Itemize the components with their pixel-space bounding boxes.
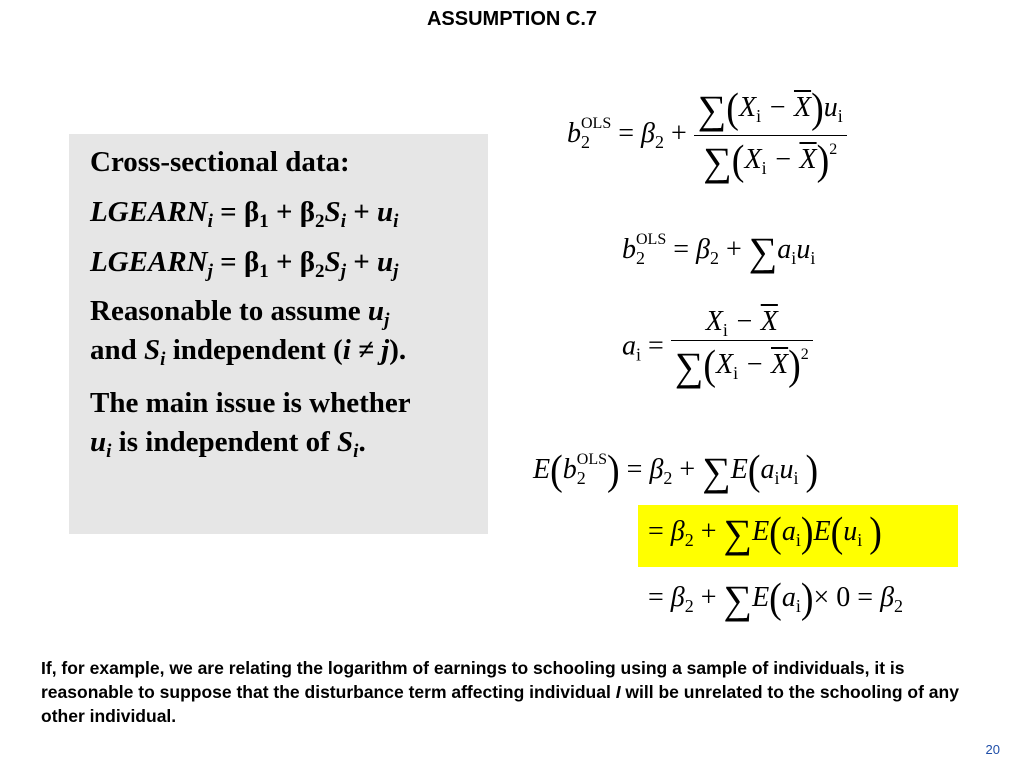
- assumption-panel: [69, 134, 488, 534]
- panel-equation-i: $LGEARN_i = \beta_1 + \beta_2S_i + u_i$: [90, 196, 399, 232]
- panel-reasonable-text: Reasonable to assume $u_j$ and $S_i$ independent (i ≠ j).: [90, 295, 407, 370]
- panel-main-issue-text: The main issue is whether $u_i$ is independent of $S_i$.: [90, 387, 411, 462]
- slide-title: ASSUMPTION C.7: [426, 8, 598, 30]
- expectation-equation-line-1: $E(b_2^{OLS}) = \beta_2 + \sum E(a_iu_i$ ): [533, 447, 819, 495]
- panel-heading: Cross-sectional data:: [90, 146, 350, 178]
- ols-estimator-equation: $b_2^{OLS} = \beta_2$ + $\frac{\sum(X_i - \overline{X})u_i}{\sum(X_i - \overline{X})^2}$: [567, 86, 847, 185]
- expectation-equation-line-3: = $\beta_2 + \sum E(a_i)\times 0 = \beta_2$: [648, 575, 904, 623]
- expectation-equation-line-2: = $\beta_2 + \sum E(a_i)E(u_i$ ): [648, 509, 882, 557]
- weight-definition-equation: $a_i$ = $\frac{X_i - \overline{X}}{\sum(X_i - \overline{X})^2}$: [622, 306, 813, 390]
- ols-weighted-sum-equation: $b_2^{OLS} = \beta_2 + \sum a_iu_i$: [622, 229, 816, 274]
- page-number: 20: [985, 742, 1000, 757]
- footer-explanation: If, for example, we are relating the logarithm of earnings to schooling using a sample of individuals, it is reasonable to suppose that the disturbance term affecting individual I will be unrelated to the schooling of any other individual.: [41, 658, 959, 726]
- panel-equation-j: $LGEARN_j = \beta_1 + \beta_2S_j + u_j$: [90, 246, 399, 282]
